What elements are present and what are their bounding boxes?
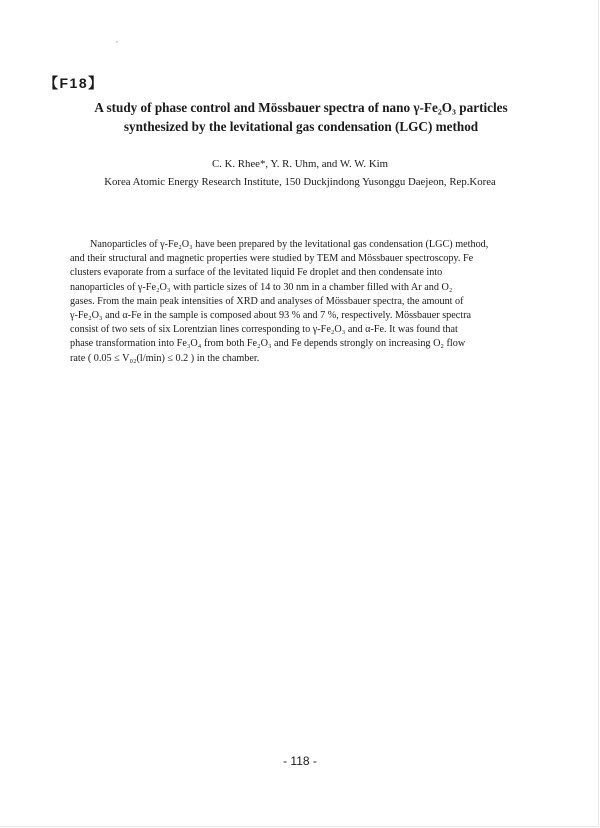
abstract-line: γ-Fe₂O₃ and α-Fe in the sample is composed about 93 % and 7 %, respectively. Mössbauer spectra [70,309,472,321]
abstract-line: rate ( 0.05 ≤ V₀₂(l/min) ≤ 0.2 ) in the chamber. [70,352,260,364]
paper-affiliation: Korea Atomic Energy Research Institute, 150 Duckjindong Yusonggu Daejeon, Rep.Korea [104,176,496,188]
abstract-line: gases. From the main peak intensities of XRD and analyses of Mössbauer spectra, the amount of [70,295,464,307]
paper-title-line: synthesized by the levitational gas condensation (LGC) method [123,119,479,134]
paper-authors: C. K. Rhee*, Y. R. Uhm, and W. W. Kim [211,158,389,170]
abstract-line: and their structural and magnetic properties were studied by TEM and Mössbauer spectroscopy. Fe [70,253,474,265]
section-tag: 【F18】 [44,75,104,91]
abstract-line: consist of two sets of six Lorentzian lines corresponding to γ-Fe₂O₃ and α-Fe. It was found that [70,324,458,336]
abstract-line: nanoparticles of γ-Fe₂O₃ with particle sizes of 14 to 30 nm in a chamber filled with Ar and O₂ [70,281,453,293]
abstract-line: Nanoparticles of γ-Fe₂O₃ have been prepared by the levitational gas condensation (LGC) method, [90,239,489,250]
abstract-line: phase transformation into Fe₃O₄ from both Fe₂O₃ and Fe depends strongly on increasing O₂ flow [70,338,466,350]
paper-title-line: A study of phase control and Mössbauer spectra of nano γ-Fe₂O₃ particles [94,100,508,115]
paper-title [60,98,542,136]
abstract-line: clusters evaporate from a surface of the levitated liquid Fe droplet and then condensate into [70,267,443,279]
abstract-body [70,238,530,366]
page-number: - 118 - [283,754,317,768]
